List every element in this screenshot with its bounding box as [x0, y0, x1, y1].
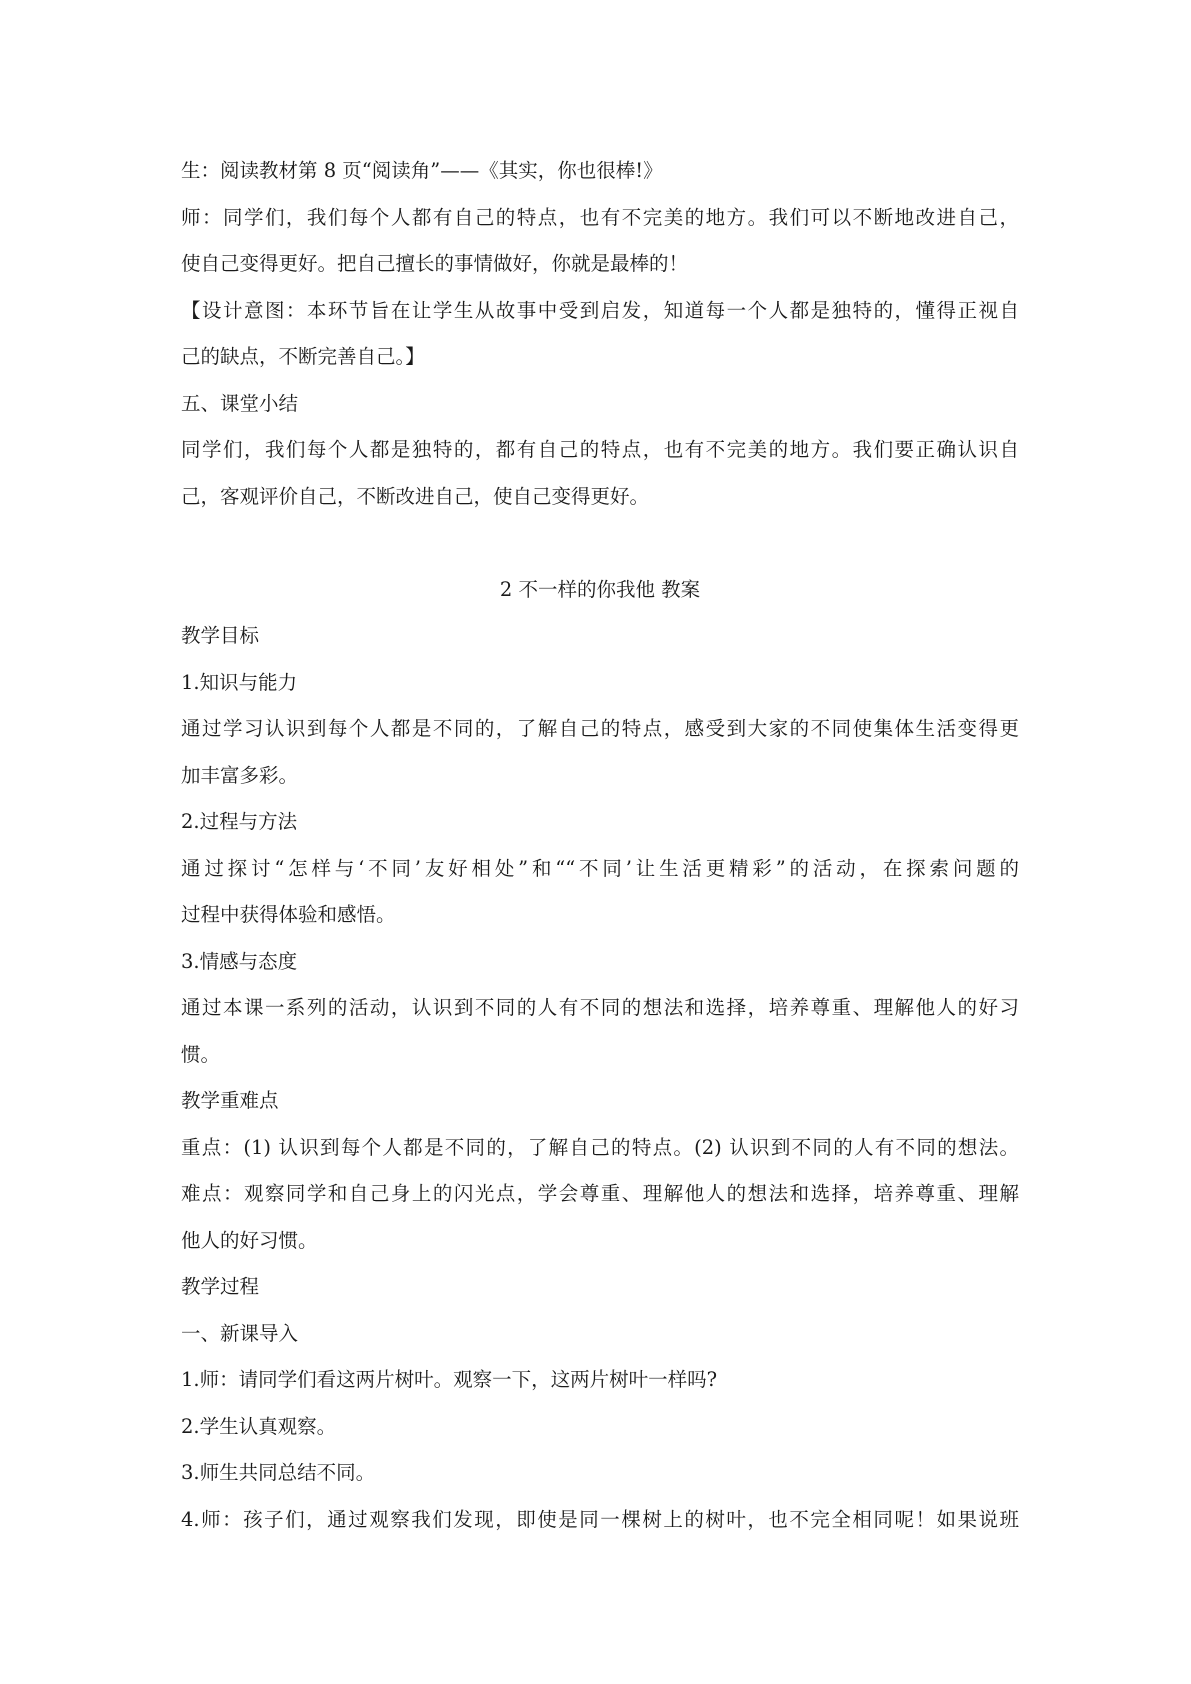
text-line: 通过学习认识到每个人都是不同的，了解自己的特点，感受到大家的不同使集体生活变得更 [181, 717, 1019, 740]
text-line: 惯。 [181, 1042, 221, 1066]
text-line: 他人的好习惯。 [181, 1228, 318, 1252]
text-line: 2.学生认真观察。 [181, 1414, 337, 1438]
lesson-plan-body [181, 613, 1019, 1543]
text-line: 通过本课一系列的活动，认识到不同的人有不同的想法和选择，培养尊重、理解他人的好习 [181, 996, 1019, 1019]
text-line: 使自己变得更好。把自己擅长的事情做好，你就是最棒的！ [181, 252, 689, 275]
section-gap [181, 520, 1019, 567]
text-line: 己，客观评价自己，不断改进自己，使自己变得更好。 [181, 484, 650, 508]
text-line: 加丰富多彩。 [181, 763, 299, 787]
text-line: 重点：(1) 认识到每个人都是不同的，了解自己的特点。(2) 认识到不同的人有不同的想法。 [181, 1135, 1019, 1159]
text-line: 3.师生共同总结不同。 [181, 1461, 376, 1484]
lesson-title: 2 不一样的你我他 教案 [499, 577, 701, 601]
text-line: 难点：观察同学和自己身上的闪光点，学会尊重、理解他人的想法和选择，培养尊重、理解 [181, 1182, 1019, 1205]
text-line: 一、新课导入 [181, 1321, 299, 1345]
text-line: 教学过程 [181, 1275, 260, 1298]
text-line: 2.过程与方法 [181, 810, 298, 833]
top-section [181, 148, 1019, 520]
text-line: 4.师：孩子们，通过观察我们发现，即使是同一棵树上的树叶，也不完全相同呢！如果说班 [181, 1507, 1019, 1531]
text-line: 己的缺点，不断完善自己。】 [181, 345, 425, 368]
text-line: 3.情感与态度 [181, 949, 298, 973]
text-line: 生：阅读教材第 8 页“阅读角”——《其实，你也很棒!》 [181, 159, 663, 182]
document-page [181, 148, 1019, 1543]
text-line: 1.师：请同学们看这两片树叶。观察一下，这两片树叶一样吗? [181, 1368, 718, 1391]
text-line: 五、课堂小结 [181, 391, 299, 415]
text-line: 教学目标 [181, 624, 260, 647]
text-line: 师：同学们，我们每个人都有自己的特点，也有不完美的地方。我们可以不断地改进自己， [181, 205, 1019, 229]
text-line: 过程中获得体验和感悟。 [181, 903, 396, 926]
text-line: 同学们，我们每个人都是独特的，都有自己的特点，也有不完美的地方。我们要正确认识自 [181, 438, 1019, 461]
text-line: 1.知识与能力 [181, 670, 298, 694]
text-line: 教学重难点 [181, 1089, 279, 1112]
text-line: 通过探讨“怎样与‘不同’友好相处”和““不同’让生活更精彩”的活动，在探索问题的 [181, 856, 1019, 880]
text-line: 【设计意图：本环节旨在让学生从故事中受到启发，知道每一个人都是独特的，懂得正视自 [181, 298, 1019, 322]
